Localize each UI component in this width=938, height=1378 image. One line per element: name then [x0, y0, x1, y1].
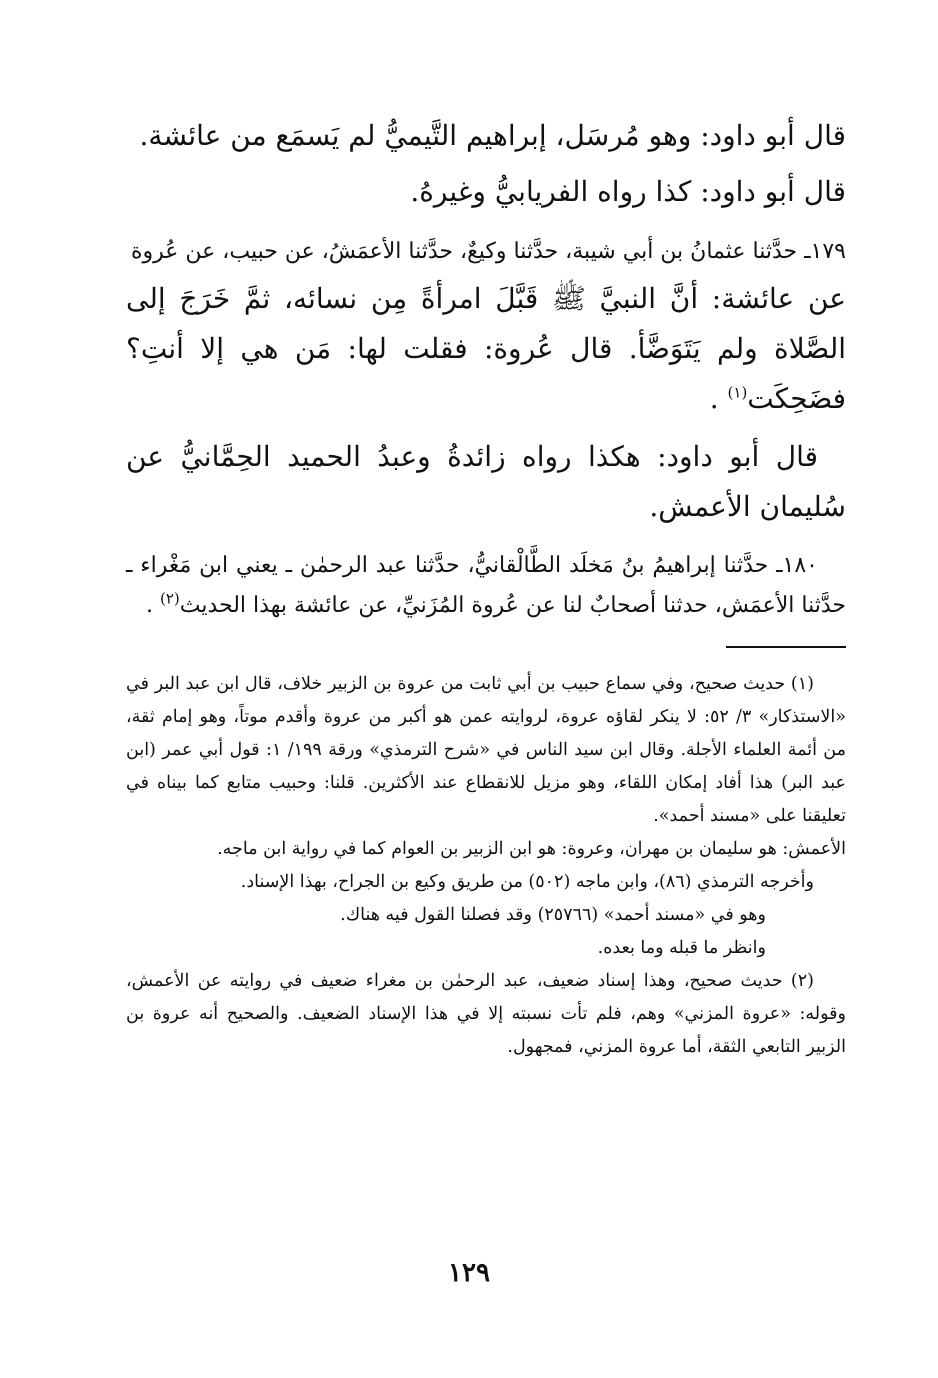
- footnote-1-narrators: الأعمش: هو سليمان بن مهران، وعروة: هو ابن الزبير بن العوام كما في رواية ابن ماجه.: [217, 839, 846, 859]
- hadith-180-end: .: [145, 593, 153, 618]
- footnote-ref-1[interactable]: (١): [727, 383, 748, 402]
- footnote-ref-2[interactable]: (٢): [159, 589, 180, 608]
- hadith-179-end: .: [709, 382, 719, 415]
- hadith-180-text: ١٨٠ـ حدَّثنا إبراهيمُ بنُ مَخلَد الطَّالْقانيُّ، حدَّثنا عبد الرحمٰن ـ يعني ابن مَغْراء ـ حدَّثنا الأعمَش، حدثنا أصحابٌ لنا عن عُروة المُزَنيِّ، عن عائشة بهذا الحديث: [126, 553, 846, 618]
- abu-dawud-note-3: قال أبو داود: هكذا رواه زائدةُ وعبدُ الحميد الحِمَّانيُّ عن سُليمان الأعمش.: [126, 440, 846, 523]
- page-number: ١٢٩: [448, 1258, 490, 1288]
- footnote-1: (١) حديث صحيح، وفي سماع حبيب بن أبي ثابت من عروة بن الزبير خلاف، قال ابن عبد البر في «الاستذكار» ٣/ ٥٢: لا ينكر لقاؤه عروة، لروايته عمن هو أكبر من عروة وأقدم موتاً، وهو إمام ثقة، من أئمة العلماء الأجلة. وقال ابن سيد الناس في «شرح الترمذي» ورقة ١٩٩/ ١: قول أبي عمر (ابن عبد البر) هذا أفاد إمكان اللقاء، وهو مزيل للانقطاع عند الأكثرين. قلنا: وحبيب متابع كما بيناه في تعليقنا على «مسند أحمد».: [126, 674, 846, 826]
- footnote-1-musnad: وهو في «مسند أحمد» (٢٥٧٦٦) وقد فصلنا القول فيه هناك.: [340, 905, 766, 925]
- page-body: [126, 108, 846, 1064]
- hadith-179-isnad: ١٧٩ـ حدَّثنا عثمانُ بن أبي شيبة، حدَّثنا وكيعٌ، حدَّثنا الأعمَشُ، عن حبيب، عن عُروة: [131, 239, 846, 264]
- abu-dawud-note-1: قال أبو داود: وهو مُرسَل، إبراهيم التَّيميُّ لم يَسمَع من عائشة.: [139, 119, 846, 152]
- footnote-divider: [726, 646, 846, 648]
- hadith-179-matn: [126, 274, 846, 424]
- hadith-179-text: عن عائشة: أنَّ النبيَّ ﷺ قَبَّلَ امرأةً مِن نسائه، ثمَّ خَرَجَ إلى الصَّلاة ولم يَتَوَضَّأ. قال عُروة: فقلت لها: مَن هي إلا أنتِ؟ فضَحِكَت: [126, 282, 847, 415]
- footnote-1-see-also: وانظر ما قبله وما بعده.: [597, 938, 766, 958]
- footnote-2: (٢) حديث صحيح، وهذا إسناد ضعيف، عبد الرحمٰن بن مغراء ضعيف في روايته عن الأعمش، وقوله: «عروة المزني» وهم، فلم تأت نسبته إلا في هذا الإسناد الضعيف. والصحيح أنه عروة بن الزبير التابعي الثقة، أما عروة المزني، فمجهول.: [126, 971, 846, 1057]
- abu-dawud-note-2: قال أبو داود: كذا رواه الفريابيُّ وغيرهُ.: [410, 175, 846, 208]
- hadith-180: [126, 546, 846, 626]
- footnote-1-takhrij: وأخرجه الترمذي (٨٦)، وابن ماجه (٥٠٢) من طريق وكيع بن الجراح، بهذا الإسناد.: [240, 872, 814, 892]
